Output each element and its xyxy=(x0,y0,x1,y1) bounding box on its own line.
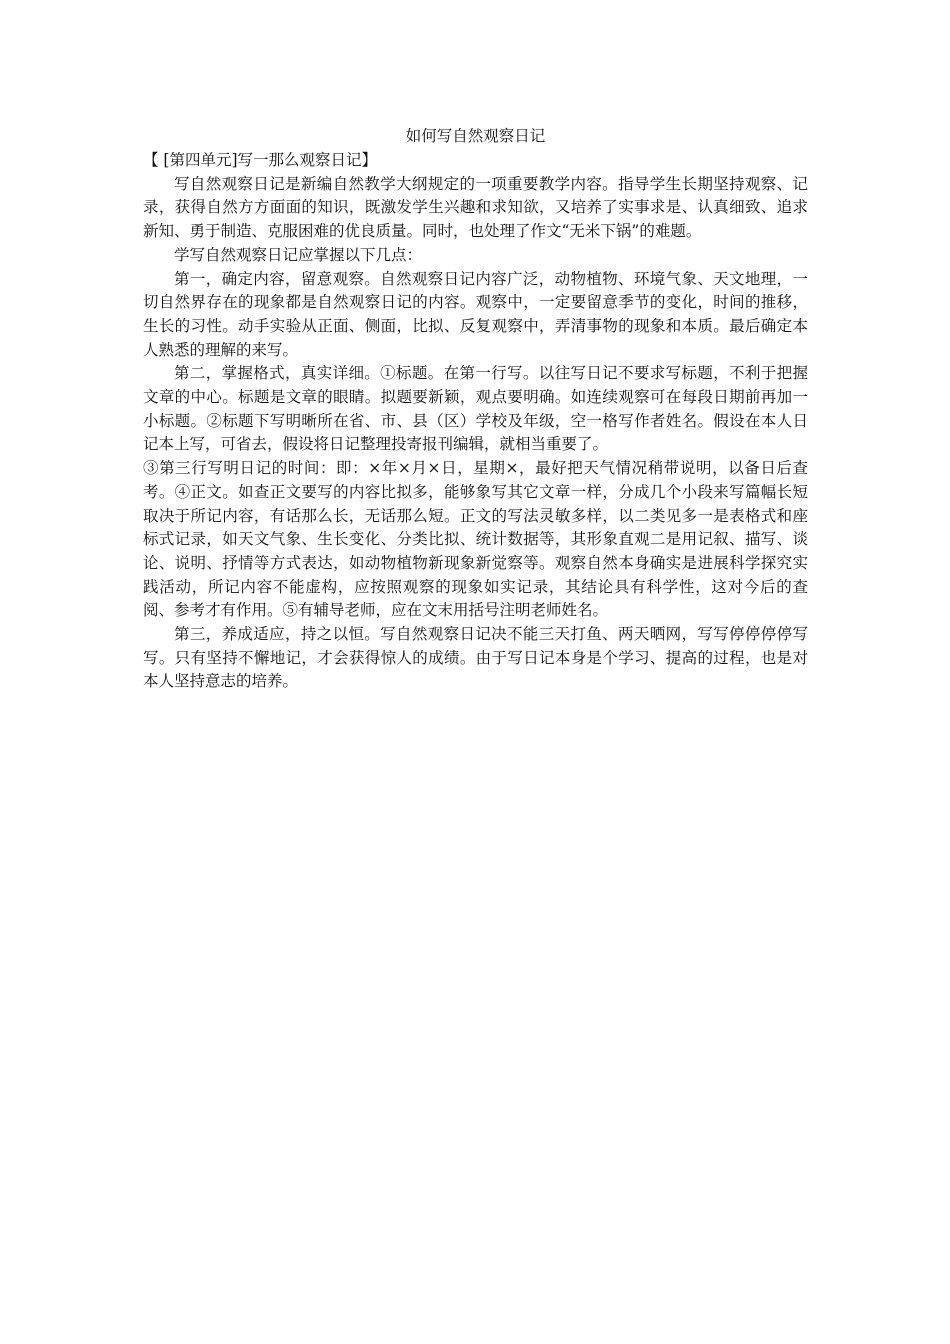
document-title: 如何写自然观察日记 xyxy=(405,127,546,145)
paragraph-third-point: 第三，养成适应，持之以恒。写自然观察日记决不能三天打鱼、两天晒网，写写停停停停写写。只有坚持不懈地记，才会获得惊人的成绩。由于写日记本身是个学习、提高的过程，也是对本人坚持意志的培养。 xyxy=(143,625,808,691)
unit-heading: 【 [第四单元]写一那么观察日记】 xyxy=(143,151,378,169)
document-body xyxy=(143,124,808,694)
paragraph-points-lead: 学写自然观察日记应掌握以下几点： xyxy=(174,245,423,264)
paragraph-second-point-continued: ③第三行写明日记的时间：即：×年×月×日，星期×，最好把天气情况稍带说明，以备日后查考。④正文。如查正文要写的内容比拟多，能够象写其它文章一样，分成几个小段来写篇幅长短取决于所记内容，有话那么长，无话那么短。正文的写法灵敏多样，以二类见多一是表格式和座标式记录，如天文气象、生长变化、分类比拟、统计数据等，其形象直观二是用记叙、描写、谈论、说明、抒情等方式表达，如动物植物新现象新觉察等。观察自然本身确实是进展科学探究实践活动，所记内容不能虚构，应按照观察的现象如实记录，其结论具有科学性，这对今后的查阅、参考才有作用。⑤有辅导老师，应在文末用括号注明老师姓名。 xyxy=(143,459,808,620)
paragraph-first-point: 第一，确定内容，留意观察。自然观察日记内容广泛，动物植物、环境气象、天文地理，一切自然界存在的现象都是自然观察日记的内容。观察中，一定要留意季节的变化，时间的推移，生长的习性。动手实验从正面、侧面，比拟、反复观察中，弄清事物的现象和本质。最后确定本人熟悉的理解的来写。 xyxy=(143,269,808,359)
paragraph-second-point: 第二，掌握格式，真实详细。①标题。在第一行写。以往写日记不要求写标题，不利于把握文章的中心。标题是文章的眼睛。拟题要新颖，观点要明确。如连续观察可在每段日期前再加一小标题。②标题下写明晰所在省、市、县（区）学校及年级，空一格写作者姓名。假设在本人日记本上写，可省去，假设将日记整理投寄报刊编辑，就相当重要了。 xyxy=(143,364,808,454)
paragraph-intro: 写自然观察日记是新编自然教学大纲规定的一项重要教学内容。指导学生长期坚持观察、记录，获得自然方方面面的知识，既激发学生兴趣和求知欲，又培养了实事求是、认真细致、追求新知、勇于制造、克服困难的优良质量。同时，也处理了作文“无米下锅”的难题。 xyxy=(143,174,808,241)
